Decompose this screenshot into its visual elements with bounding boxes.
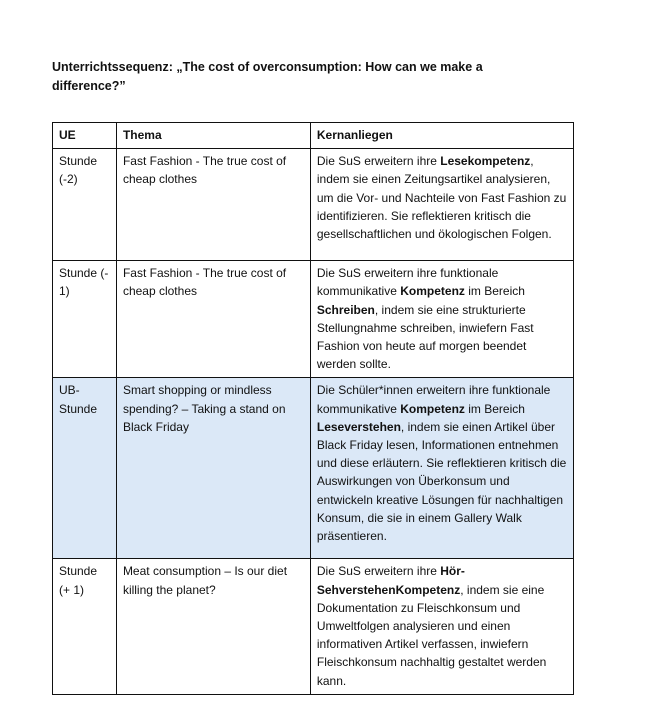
- cell-kernanliegen: [310, 559, 573, 694]
- table-header-row: [53, 123, 574, 149]
- text: Die Schüler*innen erweitern ihre funktionale kommunikative: [316, 383, 551, 416]
- emphasis: Kompetenz: [400, 401, 465, 416]
- text: , indem sie einen Zeitungsartikel analysieren, um die Vor- und Nachteile von Fast Fashion zu identifizieren. Sie reflektieren kritisch die gesellschaftlichen und ökologischen Folgen.: [316, 154, 567, 242]
- text: Die SuS erweitern ihre: [316, 154, 441, 169]
- cell-thema: Fast Fashion - The true cost of cheap clothes: [116, 261, 310, 378]
- header-kernanliegen: Kernanliegen: [310, 123, 573, 149]
- table-row: [53, 559, 574, 694]
- emphasis: Leseverstehen: [316, 419, 401, 434]
- text: , indem sie eine Dokumentation zu Fleischkonsum und Umweltfolgen analysieren und einen informativen Artikel verfassen, inwiefern Fleischkonsum nachhaltig gestaltet werden kann.: [316, 582, 547, 688]
- header-thema: Thema: [116, 123, 310, 149]
- cell-ue: Stunde (+ 1): [53, 559, 117, 694]
- text: , indem sie eine strukturierte Stellungnahme schreiben, inwiefern Fast Fashion von heute auf morgen beendet werden sollte.: [316, 302, 534, 372]
- text: Die SuS erweitern ihre: [316, 564, 441, 579]
- text: , indem sie einen Artikel über Black Friday lesen, Informationen entnehmen und diese erläutern. Sie reflektieren kritisch die Auswirkungen von Überkonsum und entwickeln kreative Lösungen für nachhaltigen Konsum, die sie in einem Gallery Walk präsentieren.: [316, 419, 567, 544]
- table-row: [53, 261, 574, 378]
- cell-thema: Smart shopping or mindless spending? – Taking a stand on Black Friday: [116, 378, 310, 559]
- cell-ue: Stunde (- 1): [53, 261, 117, 378]
- table-row: [53, 149, 574, 261]
- cell-thema: Meat consumption – Is our diet killing the planet?: [116, 559, 310, 694]
- text: im Bereich: [464, 284, 525, 299]
- emphasis: Kompetenz: [400, 284, 465, 299]
- text: im Bereich: [464, 401, 525, 416]
- lesson-sequence-table: [52, 122, 574, 695]
- text: Die SuS erweitern ihre funktionale kommunikative: [316, 266, 499, 299]
- cell-kernanliegen: [310, 261, 573, 378]
- document-title: Unterrichtssequenz: „The cost of overconsumption: How can we make a difference?”: [52, 60, 483, 93]
- cell-kernanliegen: [310, 149, 573, 261]
- cell-ue: UB- Stunde: [53, 378, 117, 559]
- emphasis: Schreiben: [316, 302, 375, 317]
- header-ue: UE: [53, 123, 117, 149]
- cell-ue: Stunde (-2): [53, 149, 117, 261]
- emphasis: Lesekompetenz: [440, 154, 531, 169]
- emphasis: Hör-SehverstehenKompetenz: [316, 564, 465, 597]
- cell-kernanliegen: [310, 378, 573, 559]
- cell-thema: Fast Fashion - The true cost of cheap clothes: [116, 149, 310, 261]
- table-row-highlighted: [53, 378, 574, 559]
